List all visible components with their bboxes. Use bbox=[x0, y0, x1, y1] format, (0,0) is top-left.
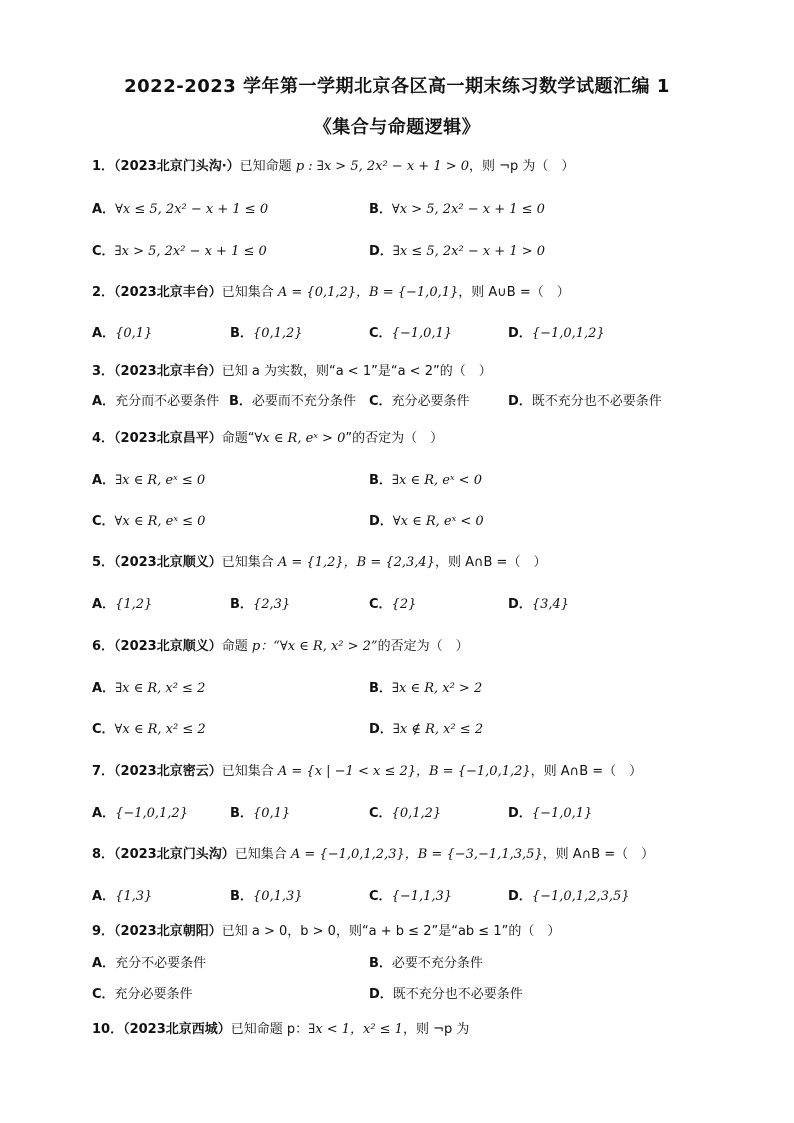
option-label: C． bbox=[92, 514, 115, 529]
question-formula: A = {−1,0,1,2,3}，B = {−3,−1,1,3,5} bbox=[290, 847, 543, 862]
question-9-stem bbox=[92, 920, 560, 939]
option-label: D． bbox=[369, 987, 393, 1002]
question-tail: ，则 A∩B =（ ） bbox=[542, 847, 655, 862]
question-7-option-a bbox=[92, 802, 188, 821]
option-text: 既不充分也不必要条件 bbox=[392, 987, 523, 1002]
option-text: {−1,0,1,2} bbox=[531, 326, 605, 341]
option-text: 充分必要条件 bbox=[391, 394, 470, 409]
option-text: {2,3} bbox=[252, 597, 291, 612]
option-text: ∃x ∈ R, x² > 2 bbox=[391, 681, 483, 696]
question-4-option-d bbox=[369, 510, 484, 529]
question-text: 已知 a > 0，b > 0，则“a + b ≤ 2”是“ab ≤ 1”的（ ） bbox=[221, 924, 561, 939]
question-6-option-a bbox=[92, 677, 205, 696]
question-source: （2023北京顺义） bbox=[114, 555, 222, 570]
question-4-option-c bbox=[92, 510, 205, 529]
question-8-option-a bbox=[92, 885, 152, 904]
question-7-stem bbox=[92, 760, 642, 779]
option-label: B． bbox=[230, 597, 253, 612]
question-text: 已知集合 bbox=[234, 847, 291, 862]
option-label: B． bbox=[369, 473, 392, 488]
question-number: 10． bbox=[92, 1022, 124, 1037]
question-1-stem bbox=[92, 155, 574, 174]
option-text: ∀x > 5, 2x² − x + 1 ≤ 0 bbox=[391, 202, 545, 217]
question-text: 已知集合 bbox=[221, 555, 278, 570]
option-label: C． bbox=[369, 394, 392, 409]
option-label: D． bbox=[508, 597, 532, 612]
option-text: ∀x ∈ R, eˣ < 0 bbox=[392, 514, 484, 529]
option-label: D． bbox=[508, 889, 532, 904]
question-8-stem bbox=[92, 843, 654, 862]
question-3-stem bbox=[92, 360, 492, 379]
option-text: {−1,1,3} bbox=[391, 889, 453, 904]
question-text: 命题 bbox=[221, 639, 252, 654]
question-source: （2023北京昌平） bbox=[114, 431, 222, 446]
question-source: （2023北京丰台） bbox=[114, 285, 222, 300]
option-text: ∀x ∈ R, eˣ ≤ 0 bbox=[114, 514, 206, 529]
option-text: {0,1} bbox=[115, 326, 153, 341]
option-label: D． bbox=[369, 514, 393, 529]
question-1-option-a bbox=[92, 198, 268, 217]
option-label: A． bbox=[92, 806, 116, 821]
question-1-option-d bbox=[369, 240, 545, 259]
option-text: 必要而不充分条件 bbox=[251, 394, 356, 409]
option-label: B． bbox=[369, 681, 392, 696]
question-6-stem bbox=[92, 635, 469, 654]
question-2-option-a bbox=[92, 322, 152, 341]
question-formula: A = {0,1,2}，B = {−1,0,1} bbox=[277, 285, 459, 300]
question-2-option-c bbox=[369, 322, 452, 341]
option-text: 既不充分也不必要条件 bbox=[531, 394, 662, 409]
question-source: （2023北京门头沟·） bbox=[114, 159, 240, 174]
question-number: 3． bbox=[92, 364, 115, 379]
question-5-option-d bbox=[508, 593, 569, 612]
question-tail: ，则 ¬p 为（ ） bbox=[469, 159, 575, 174]
option-text: ∃x ∈ R, eˣ < 0 bbox=[391, 473, 482, 488]
question-9-option-a bbox=[92, 952, 206, 971]
option-label: A． bbox=[92, 326, 116, 341]
option-label: D． bbox=[508, 394, 532, 409]
question-5-option-b bbox=[230, 593, 290, 612]
question-source: （2023北京丰台） bbox=[114, 364, 222, 379]
option-text: {0,1,3} bbox=[252, 889, 303, 904]
question-6-option-c bbox=[92, 718, 206, 737]
question-formula: A = {1,2}，B = {2,3,4} bbox=[277, 555, 435, 570]
option-label: A． bbox=[92, 681, 116, 696]
question-text: 已知命题 bbox=[239, 159, 296, 174]
option-label: C． bbox=[369, 326, 392, 341]
question-number: 9． bbox=[92, 924, 115, 939]
question-number: 8． bbox=[92, 847, 115, 862]
option-label: A． bbox=[92, 394, 116, 409]
option-label: D． bbox=[508, 806, 532, 821]
option-text: {2} bbox=[391, 597, 417, 612]
question-7-option-b bbox=[230, 802, 290, 821]
question-number: 6． bbox=[92, 639, 115, 654]
option-label: B． bbox=[369, 956, 392, 971]
option-text: ∃x ≤ 5, 2x² − x + 1 > 0 bbox=[392, 244, 546, 259]
option-text: {−1,0,1} bbox=[531, 806, 593, 821]
option-text: {0,1,2} bbox=[252, 326, 303, 341]
option-label: B． bbox=[369, 202, 392, 217]
option-label: C． bbox=[369, 597, 392, 612]
option-text: 充分而不必要条件 bbox=[115, 394, 220, 409]
option-text: 充分必要条件 bbox=[114, 987, 193, 1002]
question-text: 已知命题 p： bbox=[230, 1022, 309, 1037]
question-tail: 的否定为（ ） bbox=[377, 639, 469, 654]
document-subtitle: 《集合与命题逻辑》 bbox=[313, 117, 481, 138]
question-1-option-c bbox=[92, 240, 267, 259]
question-number: 1． bbox=[92, 159, 115, 174]
option-label: A． bbox=[92, 889, 116, 904]
question-4-option-a bbox=[92, 469, 205, 488]
option-label: A． bbox=[92, 202, 116, 217]
question-6-option-d bbox=[369, 718, 483, 737]
option-label: C． bbox=[369, 806, 392, 821]
option-text: {1,2} bbox=[115, 597, 153, 612]
option-text: {−1,0,1,2,3,5} bbox=[531, 889, 630, 904]
option-label: C． bbox=[92, 722, 115, 737]
option-label: C． bbox=[92, 987, 115, 1002]
question-7-option-d bbox=[508, 802, 592, 821]
question-formula: ∃x < 1，x² ≤ 1 bbox=[308, 1022, 403, 1037]
option-label: B． bbox=[229, 394, 252, 409]
question-5-option-a bbox=[92, 593, 152, 612]
option-text: ∃x > 5, 2x² − x + 1 ≤ 0 bbox=[114, 244, 267, 259]
question-tail: ”的否定为（ ） bbox=[345, 431, 444, 446]
question-7-option-c bbox=[369, 802, 441, 821]
question-source: （2023北京门头沟） bbox=[114, 847, 235, 862]
question-3-option-b bbox=[229, 390, 356, 409]
question-number: 5． bbox=[92, 555, 115, 570]
question-text: 命题“ bbox=[221, 431, 255, 446]
question-source: （2023北京朝阳） bbox=[114, 924, 222, 939]
option-text: ∃x ∉ R, x² ≤ 2 bbox=[392, 722, 484, 737]
question-4-stem bbox=[92, 427, 443, 446]
question-number: 4． bbox=[92, 431, 115, 446]
option-text: {−1,0,1,2} bbox=[115, 806, 188, 821]
option-text: {−1,0,1} bbox=[391, 326, 453, 341]
question-2-option-d bbox=[508, 322, 605, 341]
question-5-option-c bbox=[369, 593, 416, 612]
option-text: 必要不充分条件 bbox=[391, 956, 483, 971]
question-3-option-a bbox=[92, 390, 219, 409]
question-formula: ∀x ∈ R, eˣ > 0 bbox=[254, 431, 346, 446]
option-text: {0,1} bbox=[252, 806, 291, 821]
option-label: B． bbox=[230, 806, 253, 821]
question-tail: ，则 A∩B =（ ） bbox=[434, 555, 547, 570]
question-1-option-b bbox=[369, 198, 545, 217]
option-text: ∀x ≤ 5, 2x² − x + 1 ≤ 0 bbox=[115, 202, 269, 217]
question-text: 已知集合 bbox=[221, 764, 278, 779]
option-text: {1,3} bbox=[115, 889, 153, 904]
option-text: ∃x ∈ R, x² ≤ 2 bbox=[115, 681, 206, 696]
question-5-stem bbox=[92, 551, 546, 570]
question-number: 2． bbox=[92, 285, 115, 300]
option-label: A． bbox=[92, 473, 116, 488]
question-6-option-b bbox=[369, 677, 482, 696]
question-9-option-b bbox=[369, 952, 483, 971]
question-2-option-b bbox=[230, 322, 303, 341]
question-source: （2023北京顺义） bbox=[114, 639, 222, 654]
question-8-option-d bbox=[508, 885, 630, 904]
option-label: D． bbox=[508, 326, 532, 341]
option-label: C． bbox=[92, 244, 115, 259]
option-text: ∃x ∈ R, eˣ ≤ 0 bbox=[115, 473, 206, 488]
option-label: D． bbox=[369, 244, 393, 259]
question-formula: A = {x | −1 < x ≤ 2}，B = {−1,0,1,2} bbox=[277, 764, 531, 779]
question-text: 已知 a 为实数，则“a < 1”是“a < 2”的（ ） bbox=[221, 364, 492, 379]
option-label: A． bbox=[92, 956, 116, 971]
question-source: （2023北京密云） bbox=[114, 764, 222, 779]
question-3-option-c bbox=[369, 390, 470, 409]
question-tail: ，则 A∩B =（ ） bbox=[530, 764, 643, 779]
question-number: 7． bbox=[92, 764, 115, 779]
question-text: 已知集合 bbox=[221, 285, 278, 300]
option-text: {3,4} bbox=[531, 597, 570, 612]
document-title: 2022-2023 学年第一学期北京各区高一期末练习数学试题汇编 1 bbox=[124, 76, 670, 97]
question-3-option-d bbox=[508, 390, 662, 409]
option-text: 充分不必要条件 bbox=[115, 956, 207, 971]
question-4-option-b bbox=[369, 469, 482, 488]
option-label: A． bbox=[92, 597, 116, 612]
question-9-option-c bbox=[92, 983, 193, 1002]
question-source: （2023北京西城） bbox=[123, 1022, 231, 1037]
question-tail: ，则 ¬p 为 bbox=[402, 1022, 470, 1037]
question-formula: p : ∃x > 5, 2x² − x + 1 > 0 bbox=[295, 159, 470, 174]
question-8-option-c bbox=[369, 885, 452, 904]
option-text: {0,1,2} bbox=[391, 806, 442, 821]
option-text: ∀x ∈ R, x² ≤ 2 bbox=[114, 722, 206, 737]
question-10-stem bbox=[92, 1018, 469, 1037]
question-9-option-d bbox=[369, 983, 523, 1002]
question-2-stem bbox=[92, 281, 570, 300]
option-label: B． bbox=[230, 326, 253, 341]
option-label: D． bbox=[369, 722, 393, 737]
question-tail: ，则 A∪B =（ ） bbox=[458, 285, 570, 300]
option-label: C． bbox=[369, 889, 392, 904]
question-8-option-b bbox=[230, 885, 303, 904]
option-label: B． bbox=[230, 889, 253, 904]
question-formula: p：“∀x ∈ R, x² > 2” bbox=[251, 639, 378, 654]
